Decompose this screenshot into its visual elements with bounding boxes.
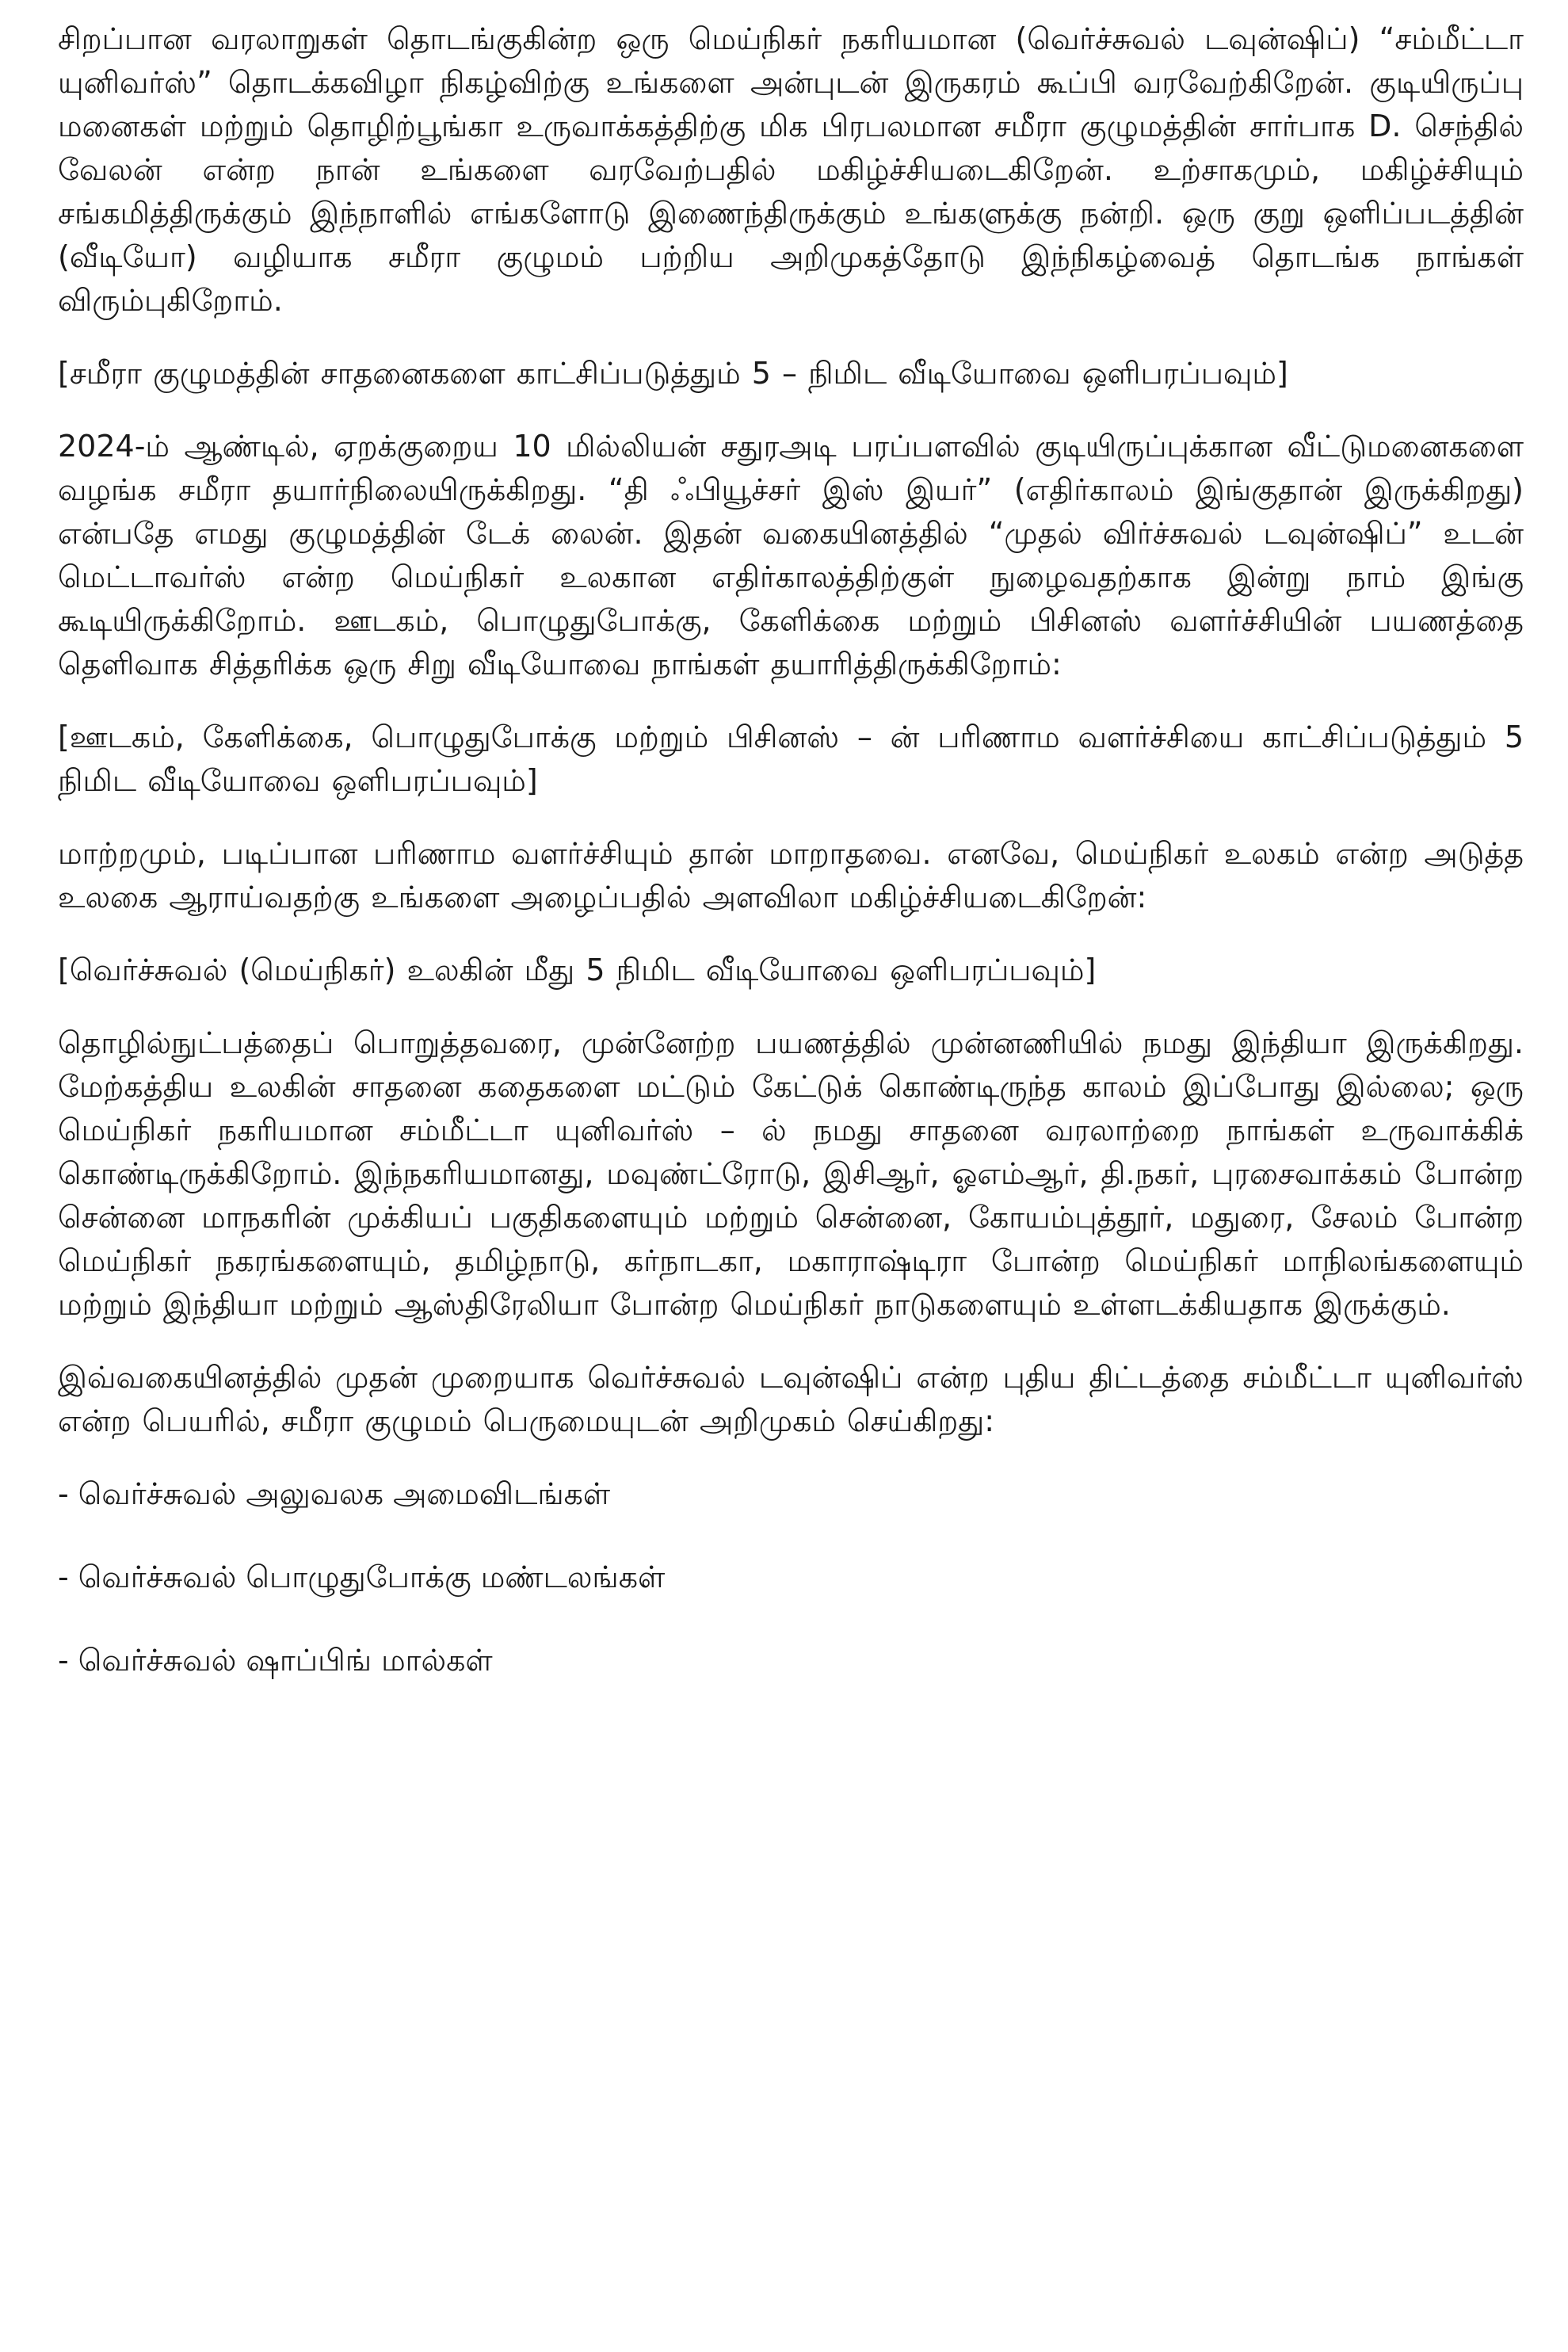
list-item-virtual-office: - வெர்ச்சுவல் அலுவலக அமைவிடங்கள்	[58, 1476, 611, 1511]
list-item-virtual-shopping-mall: - வெர்ச்சுவல் ஷாப்பிங் மால்கள்	[58, 1643, 493, 1678]
stage-direction-virtual-world-video: [வெர்ச்சுவல் (மெய்நிகர்) உலகின் மீது 5 நிமிட வீடியோவை ஒளிபரப்பவும்]	[58, 953, 1097, 987]
paragraph-introduction: இவ்வகையினத்தில் முதன் முறையாக வெர்ச்சுவல் டவுன்ஷிப் என்ற புதிய திட்டத்தை சம்மீட்டா யுனிவர்ஸ் என்ற பெயரில், சமீரா குழுமம் பெருமையுடன் அறிமுகம் செய்கிறது:	[58, 1360, 1524, 1438]
stage-direction-evolution-video: [ஊடகம், கேளிக்கை, பொழுதுபோக்கு மற்றும் பிசினஸ் – ன் பரிணாம வளர்ச்சியை காட்சிப்படுத்தும் 5 நிமிட வீடியோவை ஒளிபரப்பவும்]	[58, 720, 1524, 798]
stage-direction-group-video: [சமீரா குழுமத்தின் சாதனைகளை காட்சிப்படுத்தும் 5 – நிமிட வீடியோவை ஒளிபரப்பவும்]	[58, 356, 1288, 391]
paragraph-welcome: சிறப்பான வரலாறுகள் தொடங்குகின்ற ஒரு மெய்நிகர் நகரியமான (வெர்ச்சுவல் டவுன்ஷிப்) “சம்மீட்டா யுனிவர்ஸ்” தொடக்கவிழா நிகழ்விற்கு உங்களை அன்புடன் இருகரம் கூப்பி வரவேற்கிறேன். குடியிருப்பு மனைகள் மற்றும் தொழிற்பூங்கா உருவாக்கத்திற்கு மிக பிரபலமான சமீரா குழுமத்தின் சார்பாக D. செந்தில் வேலன் என்ற நான் உங்களை வரவேற்பதில் மகிழ்ச்சியடைகிறேன். உற்சாகமும், மகிழ்ச்சியும் சங்கமித்திருக்கும் இந்நாளில் எங்களோடு இணைந்திருக்கும் உங்களுக்கு நன்றி. ஒரு குறு ஒளிப்படத்தின் (வீடியோ) வழியாக சமீரா குழுமம் பற்றிய அறிமுகத்தோடு இந்நிகழ்வைத் தொடங்க நாங்கள் விரும்புகிறோம்.	[58, 21, 1524, 318]
document-page	[58, 17, 1524, 1722]
paragraph-india-technology: தொழில்நுட்பத்தைப் பொறுத்தவரை, முன்னேற்ற பயணத்தில் முன்னணியில் நமது இந்தியா இருக்கிறது. மேற்கத்திய உலகின் சாதனை கதைகளை மட்டும் கேட்டுக் கொண்டிருந்த காலம் இப்போது இல்லை; ஒரு மெய்நிகர் நகரியமான சம்மீட்டா யுனிவர்ஸ் – ல் நமது சாதனை வரலாற்றை நாங்கள் உருவாக்கிக் கொண்டிருக்கிறோம். இந்நகரியமானது, மவுண்ட்ரோடு, இசிஆர், ஓஎம்ஆர், தி.நகர், புரசைவாக்கம் போன்ற சென்னை மாநகரின் முக்கியப் பகுதிகளையும் மற்றும் சென்னை, கோயம்புத்தூர், மதுரை, சேலம் போன்ற மெய்நிகர் நகரங்களையும், தமிழ்நாடு, கர்நாடகா, மகாராஷ்டிரா போன்ற மெய்நிகர் மாநிலங்களையும் மற்றும் இந்தியா மற்றும் ஆஸ்திரேலியா போன்ற மெய்நிகர் நாடுகளையும் உள்ளடக்கியதாக இருக்கும்.	[58, 1025, 1524, 1322]
paragraph-sameera-2024: 2024-ம் ஆண்டில், ஏறக்குறைய 10 மில்லியன் சதுரஅடி பரப்பளவில் குடியிருப்புக்கான வீட்டுமனைகளை வழங்க சமீரா தயார்நிலையிருக்கிறது. “தி ஃபியூச்சர் இஸ் இயர்” (எதிர்காலம் இங்குதான் இருக்கிறது) என்பதே எமது குழுமத்தின் டேக் லைன். இதன் வகையினத்தில் “முதல் விர்ச்சுவல் டவுன்ஷிப்” உடன் மெட்டாவர்ஸ் என்ற மெய்நிகர் உலகான எதிர்காலத்திற்குள் நுழைவதற்காக இன்று நாம் இங்கு கூடியிருக்கிறோம். ஊடகம், பொழுதுபோக்கு, கேளிக்கை மற்றும் பிசினஸ் வளர்ச்சியின் பயணத்தை தெளிவாக சித்தரிக்க ஒரு சிறு வீடியோவை நாங்கள் தயாரித்திருக்கிறோம்:	[58, 429, 1524, 682]
list-item-virtual-entertainment: - வெர்ச்சுவல் பொழுதுபோக்கு மண்டலங்கள்	[58, 1560, 666, 1594]
paragraph-change: மாற்றமும், படிப்பான பரிணாம வளர்ச்சியும் தான் மாறாதவை. எனவே, மெய்நிகர் உலகம் என்ற அடுத்த உலகை ஆராய்வதற்கு உங்களை அழைப்பதில் அளவிலா மகிழ்ச்சியடைகிறேன்:	[58, 836, 1524, 914]
